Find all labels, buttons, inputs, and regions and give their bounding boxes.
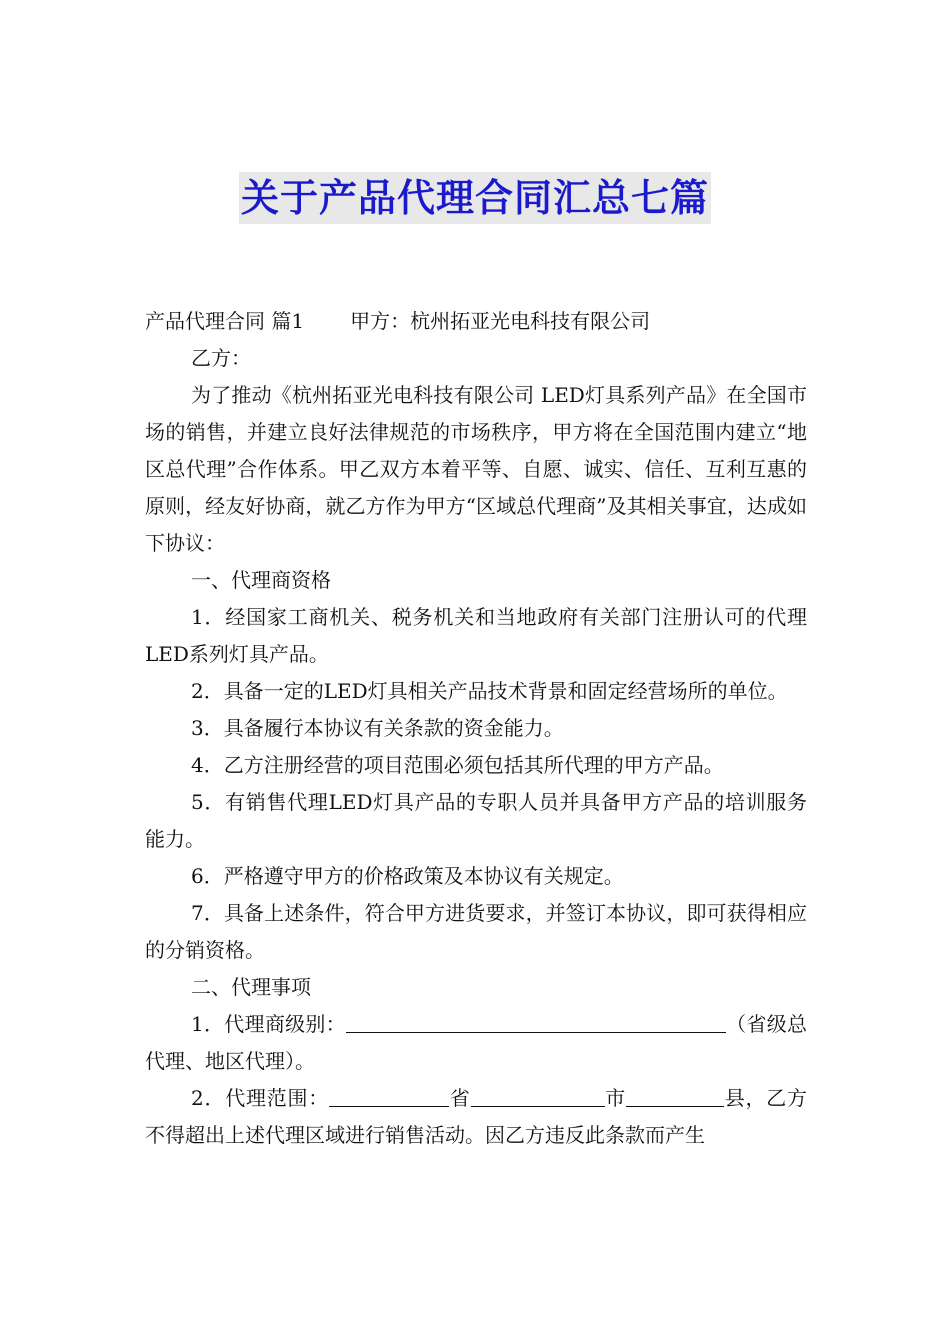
section1-item: 2．具备一定的LED灯具相关产品技术背景和固定经营场所的单位。 [191, 679, 788, 703]
level-blank-line[interactable] [346, 1010, 726, 1033]
section2-heading: 二、代理事项 [191, 975, 311, 999]
section1-item: 6．严格遵守甲方的价格政策及本协议有关规定。 [191, 864, 624, 888]
section1-item: 5．有销售代理LED灯具产品的专职人员并具备甲方产品的培训服务能力。 [145, 790, 807, 851]
province-blank-line[interactable] [329, 1084, 449, 1107]
party-a: 甲方：杭州拓亚光电科技有限公司 [350, 309, 651, 333]
contract-label: 产品代理合同 篇1 [145, 309, 305, 333]
section2-item-level: 1．代理商级别： （省级总代理、地区代理）。 [145, 1012, 807, 1073]
section2-item-scope: 2．代理范围： 省 市 县，乙方不得超出上述代理区域进行销售活动。因乙方违反此条款而产生 [145, 1086, 808, 1147]
section1-heading: 一、代理商资格 [191, 568, 331, 592]
document-title: 关于产品代理合同汇总七篇 [0, 172, 950, 224]
contract-header-line [145, 303, 807, 340]
intro-paragraph: 为了推动《杭州拓亚光电科技有限公司 LED灯具系列产品》在全国市场的销售，并建立良好法律规范的市场秩序，甲方将在全国范围内建立“地区总代理”合作体系。甲乙双方本着平等、自愿、诚实、信任、互利互惠的原则，经友好协商，就乙方作为甲方“区域总代理商”及其相关事宜，达成如下协议： [145, 383, 807, 555]
section1-item: 4．乙方注册经营的项目范围必须包括其所代理的甲方产品。 [191, 753, 724, 777]
section1-item: 1．经国家工商机关、税务机关和当地政府有关部门注册认可的代理LED系列灯具产品。 [145, 605, 807, 666]
document-body [145, 303, 807, 1154]
party-b: 乙方： [191, 346, 251, 370]
city-blank-line[interactable] [471, 1084, 605, 1107]
section1-item: 3．具备履行本协议有关条款的资金能力。 [191, 716, 564, 740]
section1-item: 7．具备上述条件，符合甲方进货要求，并签订本协议，即可获得相应的分销资格。 [145, 901, 807, 962]
county-blank-line[interactable] [626, 1084, 724, 1107]
